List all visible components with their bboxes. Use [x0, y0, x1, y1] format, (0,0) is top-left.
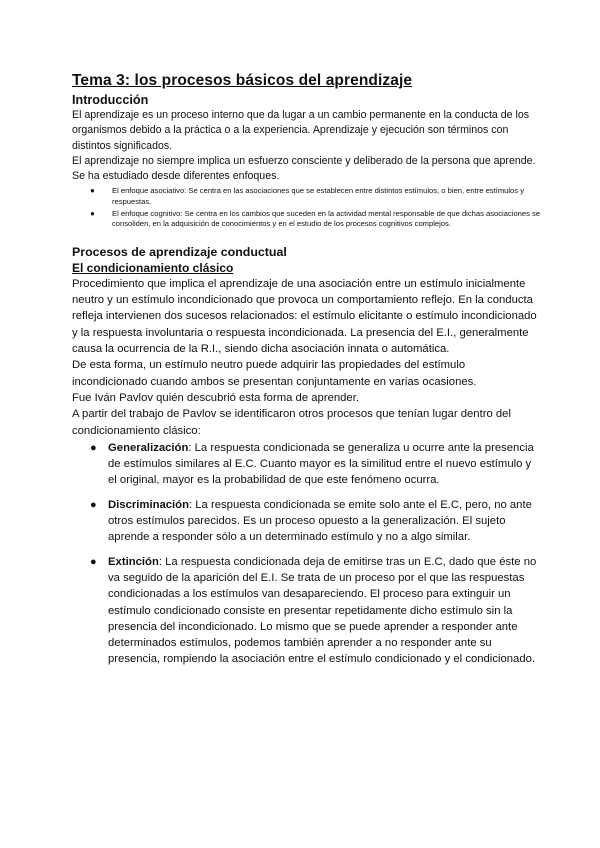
process-description: : La respuesta condicionada deja de emitirse tras un E.C, dado que éste no va seguido de la aparición del E.I. Se trata de un proceso por el que las respuestas condicionadas a los estímulos van desapareciendo. El proceso para extinguir un estímulo condicionado consiste en presentar repetidamente dicho estímulo sin la presencia del incondicionado. Lo mismo que se puede aprender a responder ante determinados estímulos, podemos también aprender a no responder ante su presencia, rompiendo la asociación entre el estímulo condicionado y el condicionado. — [108, 555, 537, 666]
bullet-icon: ● — [90, 441, 97, 454]
list-item — [72, 209, 542, 230]
list-item — [72, 554, 542, 668]
document-page — [72, 72, 542, 676]
bullet-icon: ● — [90, 498, 97, 511]
intro-paragraph: El aprendizaje es un proceso interno que da lugar a un cambio permanente en la conducta de los organismos debido a la práctica o a la experiencia. Aprendizaje y ejecución son términos con distintos significados. — [72, 109, 530, 152]
list-item — [72, 497, 542, 546]
process-term: Generalización — [108, 441, 189, 454]
page-title: Tema 3: los procesos básicos del aprendizaje — [72, 72, 413, 89]
bullet-icon: ● — [90, 208, 95, 218]
processes-list — [72, 440, 542, 668]
intro-paragraph: El aprendizaje no siempre implica un esfuerzo consciente y deliberado de la persona que aprende. Se ha estudiado desde diferentes enfoques. — [72, 154, 536, 183]
process-term: Discriminación — [108, 498, 189, 511]
list-item — [72, 440, 542, 489]
process-description: : La respuesta condicionada se generaliza u ocurre ante la presencia de estímulos similares al E.C. Cuanto mayor es la similitud entre el nuevo estímulo y el original, mayor es la probabilidad de que este fenómeno ocurra. — [108, 441, 534, 487]
list-item — [72, 186, 542, 207]
approach-text: El enfoque cognitivo: Se centra en los cambios que suceden en la actividad mental responsable de que dichas asociaciones se consoliden, en la adquisición de conocimientos y en el estudio de los procesos cognitivos complejos. — [112, 208, 541, 229]
bullet-icon: ● — [90, 186, 95, 196]
section-subheading: El condicionamiento clásico — [72, 260, 234, 275]
process-description: : La respuesta condicionada se emite solo ante el E.C, pero, no ante otros estímulos parecidos. Es un proceso opuesto a la generalización. El sujeto aprende a responder sólo a un determinado estímulo y no a algo similar. — [108, 498, 532, 544]
body-paragraph: Fue Iván Pavlov quién descubrió esta forma de aprender. — [72, 391, 359, 404]
approach-text: El enfoque asociativo: Se centra en las asociaciones que se establecen entre distintos estímulos, o bien, entre estímulos y respuestas. — [112, 186, 524, 207]
bullet-icon: ● — [90, 555, 97, 568]
process-term: Extinción — [108, 555, 159, 568]
intro-heading: Introducción — [72, 93, 149, 107]
section-heading: Procesos de aprendizaje conductual — [72, 244, 287, 259]
body-paragraph: Procedimiento que implica el aprendizaje de una asociación entre un estímulo inicialmente neutro y un estímulo incondicionado que provoca un comportamiento reflejo. En la conducta refleja intervienen dos sucesos relacionados: el estímulo elicitante o estímulo incondicionado y la respuesta involuntaria o respuesta incondicionada. La presencia del E.I., generalmente causa la ocurrencia de la R.I., siendo dicha asociación innata o automática. — [72, 277, 537, 356]
approaches-list — [72, 186, 542, 229]
body-paragraph: A partir del trabajo de Pavlov se identificaron otros procesos que tenían lugar dentro del condicionamiento clásico: — [72, 408, 511, 437]
body-paragraph: De esta forma, un estímulo neutro puede adquirir las propiedades del estímulo incondicionado cuando ambos se presentan conjuntamente en varias ocasiones. — [72, 359, 477, 388]
